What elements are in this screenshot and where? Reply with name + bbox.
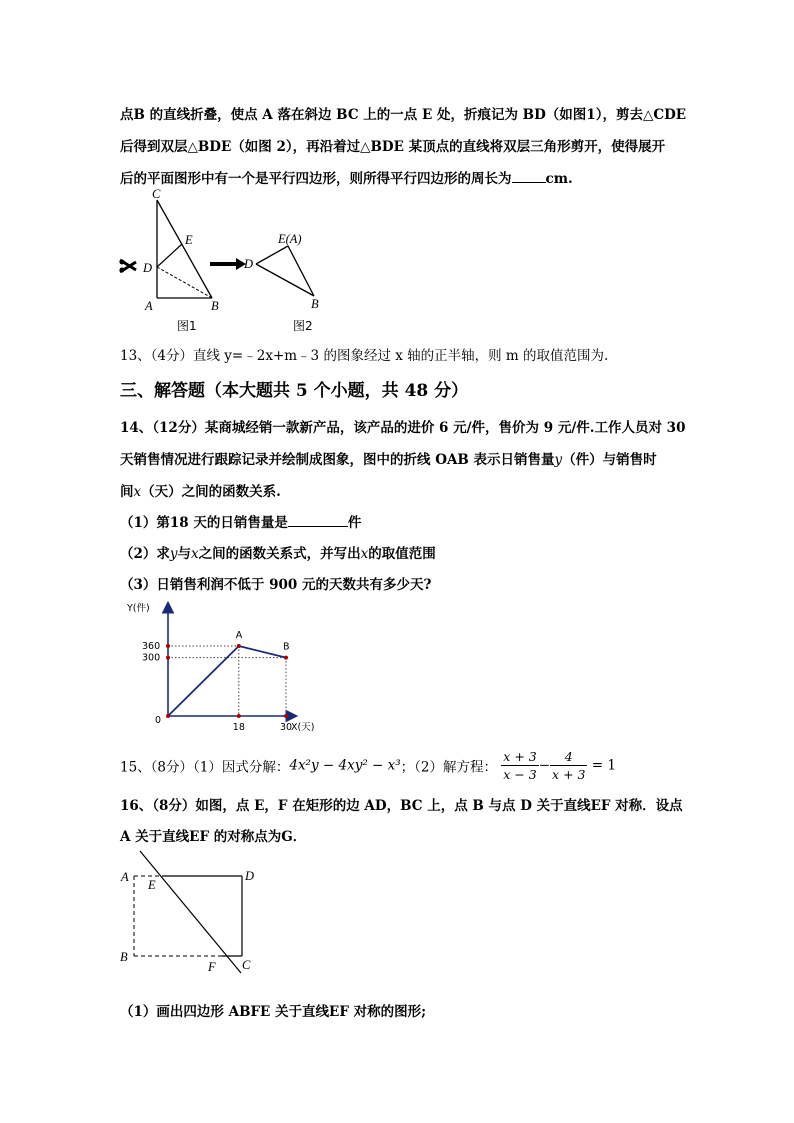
q14-sub-2-text: （2）求 <box>120 546 170 562</box>
fraction-2-num: 4 <box>550 748 587 766</box>
q16-line-2: A 关于直线EF 的对称点为G． <box>120 829 307 845</box>
q14-line-3 <box>120 480 281 500</box>
fig1-label-d: D <box>143 261 153 275</box>
q14-sub-3: （3）日销售利润不低于 900 元的天数共有多少天? <box>120 577 432 593</box>
label-e: E <box>148 878 156 892</box>
q12-unit: cm. <box>545 171 573 187</box>
fig2-label-b: B <box>311 297 319 311</box>
answer-blank <box>288 514 348 527</box>
label-d: D <box>245 869 255 883</box>
fig1-label-a: A <box>145 299 153 313</box>
x-tick-dot <box>237 714 241 718</box>
fraction-1 <box>501 748 538 783</box>
segment-OA <box>168 646 239 716</box>
q14-line-1: 14、（12分）某商城经销一款新产品，该产品的进价 6 元/件，售价为 9 元/件.工作人员对 30 <box>120 420 686 436</box>
point-O <box>166 714 170 718</box>
figure-2 <box>240 228 340 333</box>
q16-line-1: 16、（8分）如图，点 E，F 在矩形的边 AD，BC 上，点 B 与点 D 关于直线EF 对称．设点 <box>120 798 683 814</box>
q14-sub-2-text-b: 与 <box>177 546 192 562</box>
answer-blank <box>512 170 546 183</box>
q15-separator: ；（2）解方程： <box>400 759 497 776</box>
q14-sub-1 <box>120 511 361 531</box>
point-label-A: A <box>235 630 243 641</box>
x-tick-label: 18 <box>232 722 245 733</box>
fig1-caption: 图1 <box>177 319 197 333</box>
y-tick-dot <box>166 644 170 648</box>
fig2-caption: 图2 <box>293 319 313 333</box>
q14-sub-2 <box>120 542 436 562</box>
y-tick-label: 360 <box>142 641 161 652</box>
var-x: x <box>191 546 199 562</box>
q12-line-2: 后得到双层△BDE（如图 2），再沿着过△BDE 某顶点的直线将双层三角形剪开，使得展开 <box>120 139 666 155</box>
q14-line-2-text-b: （件）与销售时 <box>562 452 657 468</box>
q14-sub-1-unit: 件 <box>347 515 362 531</box>
y-tick-dot <box>166 656 170 660</box>
var-x: x <box>133 484 142 500</box>
label-b: B <box>120 950 128 964</box>
rectangle-figure <box>115 848 265 978</box>
q15-prefix: 15、（8分）（1）因式分解： <box>120 759 290 776</box>
fig1-label-e: E <box>185 233 193 247</box>
segment-AB <box>239 646 286 658</box>
origin-label: 0 <box>155 715 162 726</box>
q12-line-1: 点B 的直线折叠，使点 A 落在斜边 BC 上的一点 E 处，折痕记为 BD（如图1），剪去△CDE <box>120 107 687 123</box>
q12-line-3 <box>120 167 573 187</box>
x-tick-label: 30 <box>280 722 293 733</box>
point-B <box>284 656 288 660</box>
section-3-title: 三、解答题（本大题共 5 个小题，共 48 分） <box>120 381 469 401</box>
q13-text: 13、（4分）直线 y=﹣2x+m﹣3 的图象经过 x 轴的正半轴，则 m 的取值范围为. <box>120 348 609 364</box>
sales-chart <box>115 598 330 738</box>
var-y: y <box>169 546 178 562</box>
fig1-label-b: B <box>211 299 219 313</box>
fraction-2-den: x + 3 <box>552 767 586 782</box>
q14-line-3-text-b: （天）之间的函数关系. <box>141 484 281 500</box>
point-label-B: B <box>283 641 290 653</box>
fraction-2 <box>550 748 587 783</box>
q14-line-2 <box>120 448 657 468</box>
fraction-1-den: x − 3 <box>503 767 537 782</box>
x-tick-dot <box>284 714 288 718</box>
q16-sub-1: （1）画出四边形 ABFE 关于直线EF 对称的图形; <box>120 1004 427 1020</box>
q12-line-3-text: 后的平面图形中有一个是平行四边形，则所得平行四边形的周长为 <box>120 171 512 187</box>
q14-sub-2-text-d: 的取值范围 <box>368 546 436 562</box>
q15-expression: 4x²y − 4xy² − x³ <box>289 757 401 774</box>
fraction-1-num: x + 3 <box>503 749 537 764</box>
q15-line <box>120 748 616 783</box>
equation-rhs: = 1 <box>591 757 616 774</box>
var-x: x <box>360 546 369 562</box>
q14-sub-1-text: （1）第18 天的日销售量是 <box>120 515 288 531</box>
fig2-label-ea: E(A) <box>278 232 302 246</box>
label-a: A <box>121 870 129 884</box>
q14-sub-2-text-c: 之间的函数关系式，并写出 <box>198 546 361 562</box>
fig1-label-c: C <box>152 187 161 201</box>
point-A <box>237 644 241 648</box>
q14-line-2-text: 天销售情况进行跟踪记录并绘制成图象，图中的折线 OAB 表示日销售量 <box>120 452 555 468</box>
label-f: F <box>208 960 216 974</box>
label-c: C <box>242 958 251 972</box>
x-axis-label: X(天) <box>291 722 315 733</box>
minus-sign: − <box>538 757 551 774</box>
var-y: y <box>554 452 563 468</box>
q14-line-3-text: 间 <box>120 484 134 500</box>
scissors-icon <box>120 260 137 273</box>
y-axis-label: Y(件) <box>127 603 150 614</box>
figure-1 <box>112 188 222 333</box>
y-tick-label: 300 <box>142 652 161 664</box>
fig2-label-d: D <box>244 257 254 271</box>
